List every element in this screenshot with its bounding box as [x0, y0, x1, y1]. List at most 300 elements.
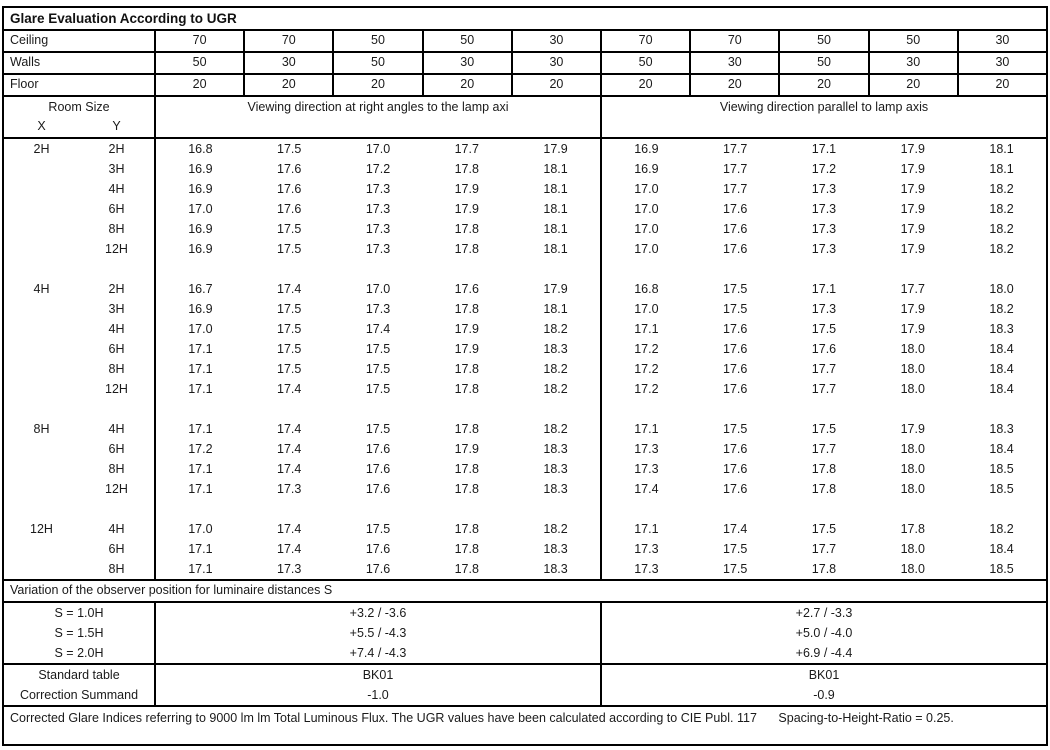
ugr-value: 17.7 [811, 542, 837, 556]
ugr-value: 17.3 [277, 482, 302, 496]
ugr-value: 17.5 [365, 382, 391, 396]
room-y-value: 4H [79, 319, 156, 339]
ugr-value: 18.2 [511, 319, 602, 339]
ugr-value: 16.8 [188, 142, 213, 156]
ugr-value: 17.2 [811, 162, 837, 176]
ugr-value: 17.4 [277, 422, 302, 436]
ugr-value: 17.3 [811, 202, 837, 216]
ugr-value: 17.3 [811, 302, 837, 316]
ugr-value [334, 499, 423, 519]
ugr-value: 17.0 [634, 222, 659, 236]
ugr-value: 17.6 [723, 382, 748, 396]
table-row [4, 399, 1046, 419]
ugr-value [868, 499, 957, 519]
ugr-value [957, 499, 1046, 519]
ugr-value: 17.7 [454, 142, 479, 156]
reflectance-value: 20 [424, 75, 513, 95]
ugr-value: 17.1 [188, 542, 213, 556]
room-x-value [4, 359, 79, 379]
ugr-value: 17.9 [900, 162, 925, 176]
ugr-value: 16.9 [634, 142, 659, 156]
ugr-value: 17.1 [634, 422, 659, 436]
ugr-value: 17.3 [365, 242, 391, 256]
ugr-value: 18.3 [511, 459, 602, 479]
bottom-row [4, 643, 1046, 663]
ugr-value: 18.0 [900, 462, 925, 476]
ugr-value: 17.7 [811, 442, 837, 456]
reflectance-label: Floor [4, 75, 156, 95]
table-row [4, 219, 1046, 239]
ugr-value [245, 499, 334, 519]
reflectance-value: 50 [334, 31, 423, 51]
ugr-value: 18.4 [989, 442, 1014, 456]
ugr-value: 17.4 [277, 442, 302, 456]
room-x-value [4, 379, 79, 399]
table-row [4, 299, 1046, 319]
bottom-row [4, 685, 1046, 705]
room-x-value [4, 499, 79, 519]
ugr-value [511, 259, 602, 279]
room-x-value [4, 179, 79, 199]
ugr-value: 17.1 [634, 322, 659, 336]
room-y-value: 3H [79, 159, 156, 179]
ugr-value: 17.6 [365, 562, 391, 576]
ugr-value: 17.8 [454, 162, 479, 176]
ugr-value: 17.5 [723, 542, 748, 556]
ugr-value: 17.4 [277, 542, 302, 556]
room-x-value [4, 259, 79, 279]
ugr-value: 18.0 [900, 342, 925, 356]
ugr-value [957, 259, 1046, 279]
table-row [4, 539, 1046, 559]
ugr-value: 17.5 [811, 422, 837, 436]
ugr-value: 17.1 [634, 522, 659, 536]
ugr-value: 17.4 [277, 462, 302, 476]
ugr-value: 17.0 [188, 202, 213, 216]
bottom-row-label: Correction Summand [4, 685, 156, 705]
reflectance-value: 30 [513, 31, 602, 51]
ugr-value: 18.4 [989, 542, 1014, 556]
ugr-value: 17.5 [365, 362, 391, 376]
room-x-value [4, 539, 79, 559]
bottom-row-right-value: BK01 [808, 668, 840, 682]
bottom-row-label: S = 1.5H [4, 623, 156, 643]
reflectance-value: 20 [245, 75, 334, 95]
bottom-row [4, 603, 1046, 623]
page-title: Glare Evaluation According to UGR [4, 8, 1046, 31]
ugr-value: 17.5 [365, 342, 391, 356]
ugr-value: 17.6 [723, 222, 748, 236]
room-y-value: 6H [79, 199, 156, 219]
ugr-value [868, 399, 957, 419]
reflectance-row [4, 31, 1046, 53]
ugr-value: 17.8 [454, 542, 479, 556]
room-x-value [4, 239, 79, 259]
table-header-row [4, 97, 1046, 139]
ugr-value: 17.5 [277, 242, 302, 256]
ugr-value: 17.6 [723, 482, 748, 496]
viewing-direction-right-angles-heading: Viewing direction at right angles to the lamp axi [156, 97, 602, 137]
bottom-row [4, 665, 1046, 685]
ugr-value: 17.9 [454, 202, 479, 216]
ugr-value: 17.8 [454, 522, 479, 536]
table-row [4, 559, 1046, 579]
ugr-value: 17.3 [634, 542, 659, 556]
ugr-value: 17.9 [900, 322, 925, 336]
room-y-value [79, 259, 156, 279]
ugr-value: 18.3 [989, 322, 1014, 336]
room-size-header [4, 97, 156, 137]
ugr-value: 17.4 [277, 382, 302, 396]
ugr-value: 17.2 [634, 382, 659, 396]
bottom-row-left-value: +3.2 / -3.6 [156, 603, 602, 623]
ugr-value: 17.8 [811, 562, 837, 576]
summary-section [4, 663, 1046, 705]
ugr-value: 17.8 [454, 222, 479, 236]
ugr-value: 17.1 [188, 382, 213, 396]
room-y-value: 8H [79, 559, 156, 579]
ugr-value: 17.1 [811, 282, 837, 296]
ugr-value: 17.9 [900, 422, 925, 436]
ugr-value: 17.4 [634, 482, 659, 496]
ugr-value [511, 399, 602, 419]
ugr-value: 18.4 [989, 342, 1014, 356]
room-x-value: 8H [33, 422, 50, 436]
ugr-value: 18.2 [511, 519, 602, 539]
ugr-value: 17.9 [454, 322, 479, 336]
ugr-value: 17.5 [277, 362, 302, 376]
ugr-value: 17.2 [634, 362, 659, 376]
ugr-value: 17.3 [365, 222, 391, 236]
ugr-value: 17.5 [811, 322, 837, 336]
ugr-value: 18.4 [989, 362, 1014, 376]
room-y-value: 12H [79, 379, 156, 399]
ugr-value: 18.2 [989, 222, 1014, 236]
ugr-value: 17.6 [277, 202, 302, 216]
room-y-value: 4H [79, 179, 156, 199]
reflectance-value: 50 [780, 31, 869, 51]
ugr-value [511, 499, 602, 519]
table-row [4, 519, 1046, 539]
room-x-value [4, 559, 79, 579]
reflectance-value: 50 [424, 31, 513, 51]
ugr-value [780, 399, 869, 419]
ugr-value: 17.6 [811, 342, 837, 356]
reflectance-value: 30 [245, 53, 334, 73]
ugr-value [602, 399, 691, 419]
reflectance-label: Ceiling [4, 31, 156, 51]
variation-heading: Variation of the observer position for luminaire distances S [4, 579, 1046, 603]
room-y-value: 8H [79, 359, 156, 379]
ugr-value [868, 259, 957, 279]
ugr-value [156, 399, 245, 419]
table-row [4, 259, 1046, 279]
ugr-value: 17.7 [811, 362, 837, 376]
ugr-value: 18.1 [511, 179, 602, 199]
table-row [4, 159, 1046, 179]
ugr-value: 17.9 [511, 279, 602, 299]
ugr-value: 16.7 [188, 282, 213, 296]
ugr-value: 17.6 [723, 442, 748, 456]
ugr-value: 17.5 [277, 322, 302, 336]
reflectance-row [4, 53, 1046, 75]
ugr-value: 17.1 [188, 562, 213, 576]
table-row [4, 419, 1046, 439]
room-x-value: 4H [33, 282, 50, 296]
reflectance-value: 20 [334, 75, 423, 95]
bottom-row-label: Standard table [4, 665, 156, 685]
ugr-value: 17.2 [188, 442, 213, 456]
reflectance-value: 70 [156, 31, 245, 51]
ugr-value: 18.4 [989, 382, 1014, 396]
reflectance-value: 50 [602, 53, 691, 73]
ugr-value: 17.1 [188, 482, 213, 496]
ugr-value: 17.0 [188, 322, 213, 336]
ugr-value: 17.9 [454, 182, 479, 196]
ugr-values-section [4, 139, 1046, 579]
ugr-value: 17.5 [365, 422, 391, 436]
ugr-value: 17.5 [723, 302, 748, 316]
bottom-row-left-value: +5.5 / -4.3 [156, 623, 602, 643]
ugr-value [691, 259, 780, 279]
ugr-value: 17.5 [365, 522, 391, 536]
room-y-value [79, 499, 156, 519]
ugr-value: 17.8 [454, 422, 479, 436]
room-y-value: 6H [79, 539, 156, 559]
ugr-value: 17.6 [723, 342, 748, 356]
ugr-value: 18.1 [511, 199, 602, 219]
table-row [4, 279, 1046, 299]
ugr-value: 17.9 [900, 202, 925, 216]
bottom-row-left-value: BK01 [156, 665, 602, 685]
ugr-value: 17.3 [811, 242, 837, 256]
ugr-value: 17.4 [365, 322, 391, 336]
ugr-value: 16.8 [634, 282, 659, 296]
ugr-value: 17.0 [634, 242, 659, 256]
ugr-value: 17.1 [188, 362, 213, 376]
ugr-value [691, 399, 780, 419]
ugr-value: 17.1 [188, 342, 213, 356]
footer-note [4, 705, 1046, 744]
x-column-label: X [37, 119, 46, 133]
table-row [4, 459, 1046, 479]
ugr-value: 17.8 [454, 362, 479, 376]
ugr-value: 17.7 [900, 282, 925, 296]
ugr-value: 17.9 [900, 242, 925, 256]
ugr-value: 17.6 [277, 182, 302, 196]
reflectance-value: 70 [691, 31, 780, 51]
xy-labels [4, 118, 154, 135]
ugr-value: 18.3 [511, 479, 602, 499]
ugr-value: 17.6 [723, 362, 748, 376]
viewing-direction-parallel-heading: Viewing direction parallel to lamp axis [719, 100, 929, 114]
ugr-value: 17.0 [188, 522, 213, 536]
room-y-value: 8H [79, 219, 156, 239]
room-x-value [4, 339, 79, 359]
ugr-value [422, 499, 511, 519]
ugr-value [780, 499, 869, 519]
reflectance-value: 20 [156, 75, 245, 95]
ugr-value: 17.6 [365, 542, 391, 556]
ugr-value: 18.3 [511, 539, 602, 559]
reflectance-value: 50 [870, 31, 959, 51]
reflectance-value: 50 [334, 53, 423, 73]
ugr-value: 18.0 [900, 442, 925, 456]
ugr-value [780, 259, 869, 279]
bottom-row-label: S = 1.0H [4, 603, 156, 623]
ugr-value: 17.0 [365, 282, 391, 296]
ugr-value: 18.5 [989, 462, 1014, 476]
ugr-value: 17.9 [511, 139, 602, 159]
ugr-value: 16.9 [188, 222, 213, 236]
ugr-value [334, 259, 423, 279]
ugr-value: 17.4 [277, 282, 302, 296]
room-y-value: 3H [79, 299, 156, 319]
ugr-value: 17.3 [365, 182, 391, 196]
ugr-value: 18.3 [511, 439, 602, 459]
ugr-value [422, 259, 511, 279]
room-y-value: 2H [79, 139, 156, 159]
ugr-value: 17.2 [634, 342, 659, 356]
ugr-value: 17.7 [723, 182, 748, 196]
room-y-value: 6H [79, 439, 156, 459]
ugr-value: 17.0 [634, 202, 659, 216]
ugr-value: 17.3 [365, 302, 391, 316]
ugr-value: 17.6 [454, 282, 479, 296]
ugr-value: 18.2 [989, 202, 1014, 216]
table-row [4, 499, 1046, 519]
ugr-value: 17.5 [277, 342, 302, 356]
reflectance-section [4, 31, 1046, 97]
ugr-value: 18.2 [989, 522, 1014, 536]
ugr-value: 18.0 [989, 282, 1014, 296]
ugr-value: 17.9 [454, 342, 479, 356]
ugr-value: 16.9 [188, 242, 213, 256]
ugr-value: 18.3 [989, 422, 1014, 436]
reflectance-value: 30 [995, 55, 1010, 69]
bottom-row-left-value: -1.0 [156, 685, 602, 705]
room-x-value [4, 299, 79, 319]
ugr-value: 17.5 [277, 302, 302, 316]
ugr-value: 17.5 [723, 422, 748, 436]
room-y-value: 4H [79, 519, 156, 539]
ugr-value: 17.8 [454, 242, 479, 256]
room-x-value: 12H [30, 522, 53, 536]
ugr-value: 18.0 [900, 382, 925, 396]
bottom-row-right-value: +6.9 / -4.4 [795, 646, 853, 660]
ugr-value: 17.8 [454, 462, 479, 476]
room-y-value: 4H [79, 419, 156, 439]
ugr-value: 17.7 [723, 142, 748, 156]
ugr-value: 17.7 [811, 382, 837, 396]
bottom-row-right-value: -0.9 [813, 688, 835, 702]
table-row [4, 239, 1046, 259]
ugr-value: 17.6 [723, 242, 748, 256]
luminaire-distance-section [4, 603, 1046, 663]
ugr-value [245, 259, 334, 279]
ugr-value: 17.9 [900, 302, 925, 316]
ugr-value: 18.1 [511, 219, 602, 239]
room-y-value: 2H [79, 279, 156, 299]
reflectance-value: 20 [602, 75, 691, 95]
table-row [4, 439, 1046, 459]
room-y-value: 8H [79, 459, 156, 479]
footer-text: Corrected Glare Indices referring to 9000 lm lm Total Luminous Flux. The UGR values have been calculated according to CIE Publ. 117 [10, 711, 757, 725]
reflectance-value: 30 [995, 33, 1010, 47]
ugr-value: 16.9 [188, 162, 213, 176]
reflectance-value: 70 [245, 31, 334, 51]
room-x-value [4, 439, 79, 459]
table-row [4, 179, 1046, 199]
room-x-value [4, 319, 79, 339]
ugr-value [957, 399, 1046, 419]
ugr-value: 17.0 [634, 182, 659, 196]
ugr-value [602, 259, 691, 279]
ugr-value: 17.8 [900, 522, 925, 536]
reflectance-value: 20 [513, 75, 602, 95]
ugr-value: 17.1 [188, 422, 213, 436]
ugr-value: 17.6 [365, 442, 391, 456]
ugr-value: 18.3 [511, 339, 602, 359]
ugr-value: 17.9 [900, 142, 925, 156]
ugr-value: 17.6 [365, 482, 391, 496]
ugr-value: 17.8 [454, 562, 479, 576]
ugr-value: 16.9 [188, 302, 213, 316]
bottom-row-left-value: +7.4 / -4.3 [156, 643, 602, 663]
ugr-value: 18.0 [900, 542, 925, 556]
ugr-value: 17.5 [723, 282, 748, 296]
ugr-value: 17.5 [723, 562, 748, 576]
ugr-value: 18.0 [900, 562, 925, 576]
bottom-row-right-value: +5.0 / -4.0 [795, 626, 853, 640]
room-y-value: 12H [79, 239, 156, 259]
reflectance-value: 30 [513, 53, 602, 73]
bottom-row [4, 623, 1046, 643]
ugr-value: 17.1 [188, 462, 213, 476]
ugr-value [245, 399, 334, 419]
ugr-value: 18.1 [511, 299, 602, 319]
table-row [4, 139, 1046, 159]
ugr-value: 17.5 [811, 522, 837, 536]
table-row [4, 479, 1046, 499]
reflectance-value: 30 [424, 53, 513, 73]
ugr-value: 18.1 [511, 159, 602, 179]
ugr-value: 17.3 [634, 562, 659, 576]
reflectance-value: 20 [995, 77, 1010, 91]
ugr-value: 17.9 [900, 222, 925, 236]
room-y-value: 12H [79, 479, 156, 499]
ugr-value: 17.3 [634, 462, 659, 476]
ugr-value: 17.5 [277, 222, 302, 236]
reflectance-value: 20 [870, 75, 959, 95]
ugr-value: 17.3 [811, 222, 837, 236]
ugr-value [334, 399, 423, 419]
reflectance-value: 30 [691, 53, 780, 73]
ugr-value: 18.1 [989, 162, 1014, 176]
room-x-value [4, 479, 79, 499]
ugr-value: 18.0 [900, 362, 925, 376]
ugr-value: 17.3 [811, 182, 837, 196]
ugr-value: 17.4 [723, 522, 748, 536]
room-x-value [4, 399, 79, 419]
ugr-value: 17.8 [454, 382, 479, 396]
reflectance-value: 50 [156, 53, 245, 73]
ugr-value [156, 499, 245, 519]
bottom-row-right-value: +2.7 / -3.3 [795, 606, 853, 620]
ugr-value: 17.6 [277, 162, 302, 176]
ugr-value: 17.8 [811, 482, 837, 496]
ugr-value: 17.2 [365, 162, 391, 176]
